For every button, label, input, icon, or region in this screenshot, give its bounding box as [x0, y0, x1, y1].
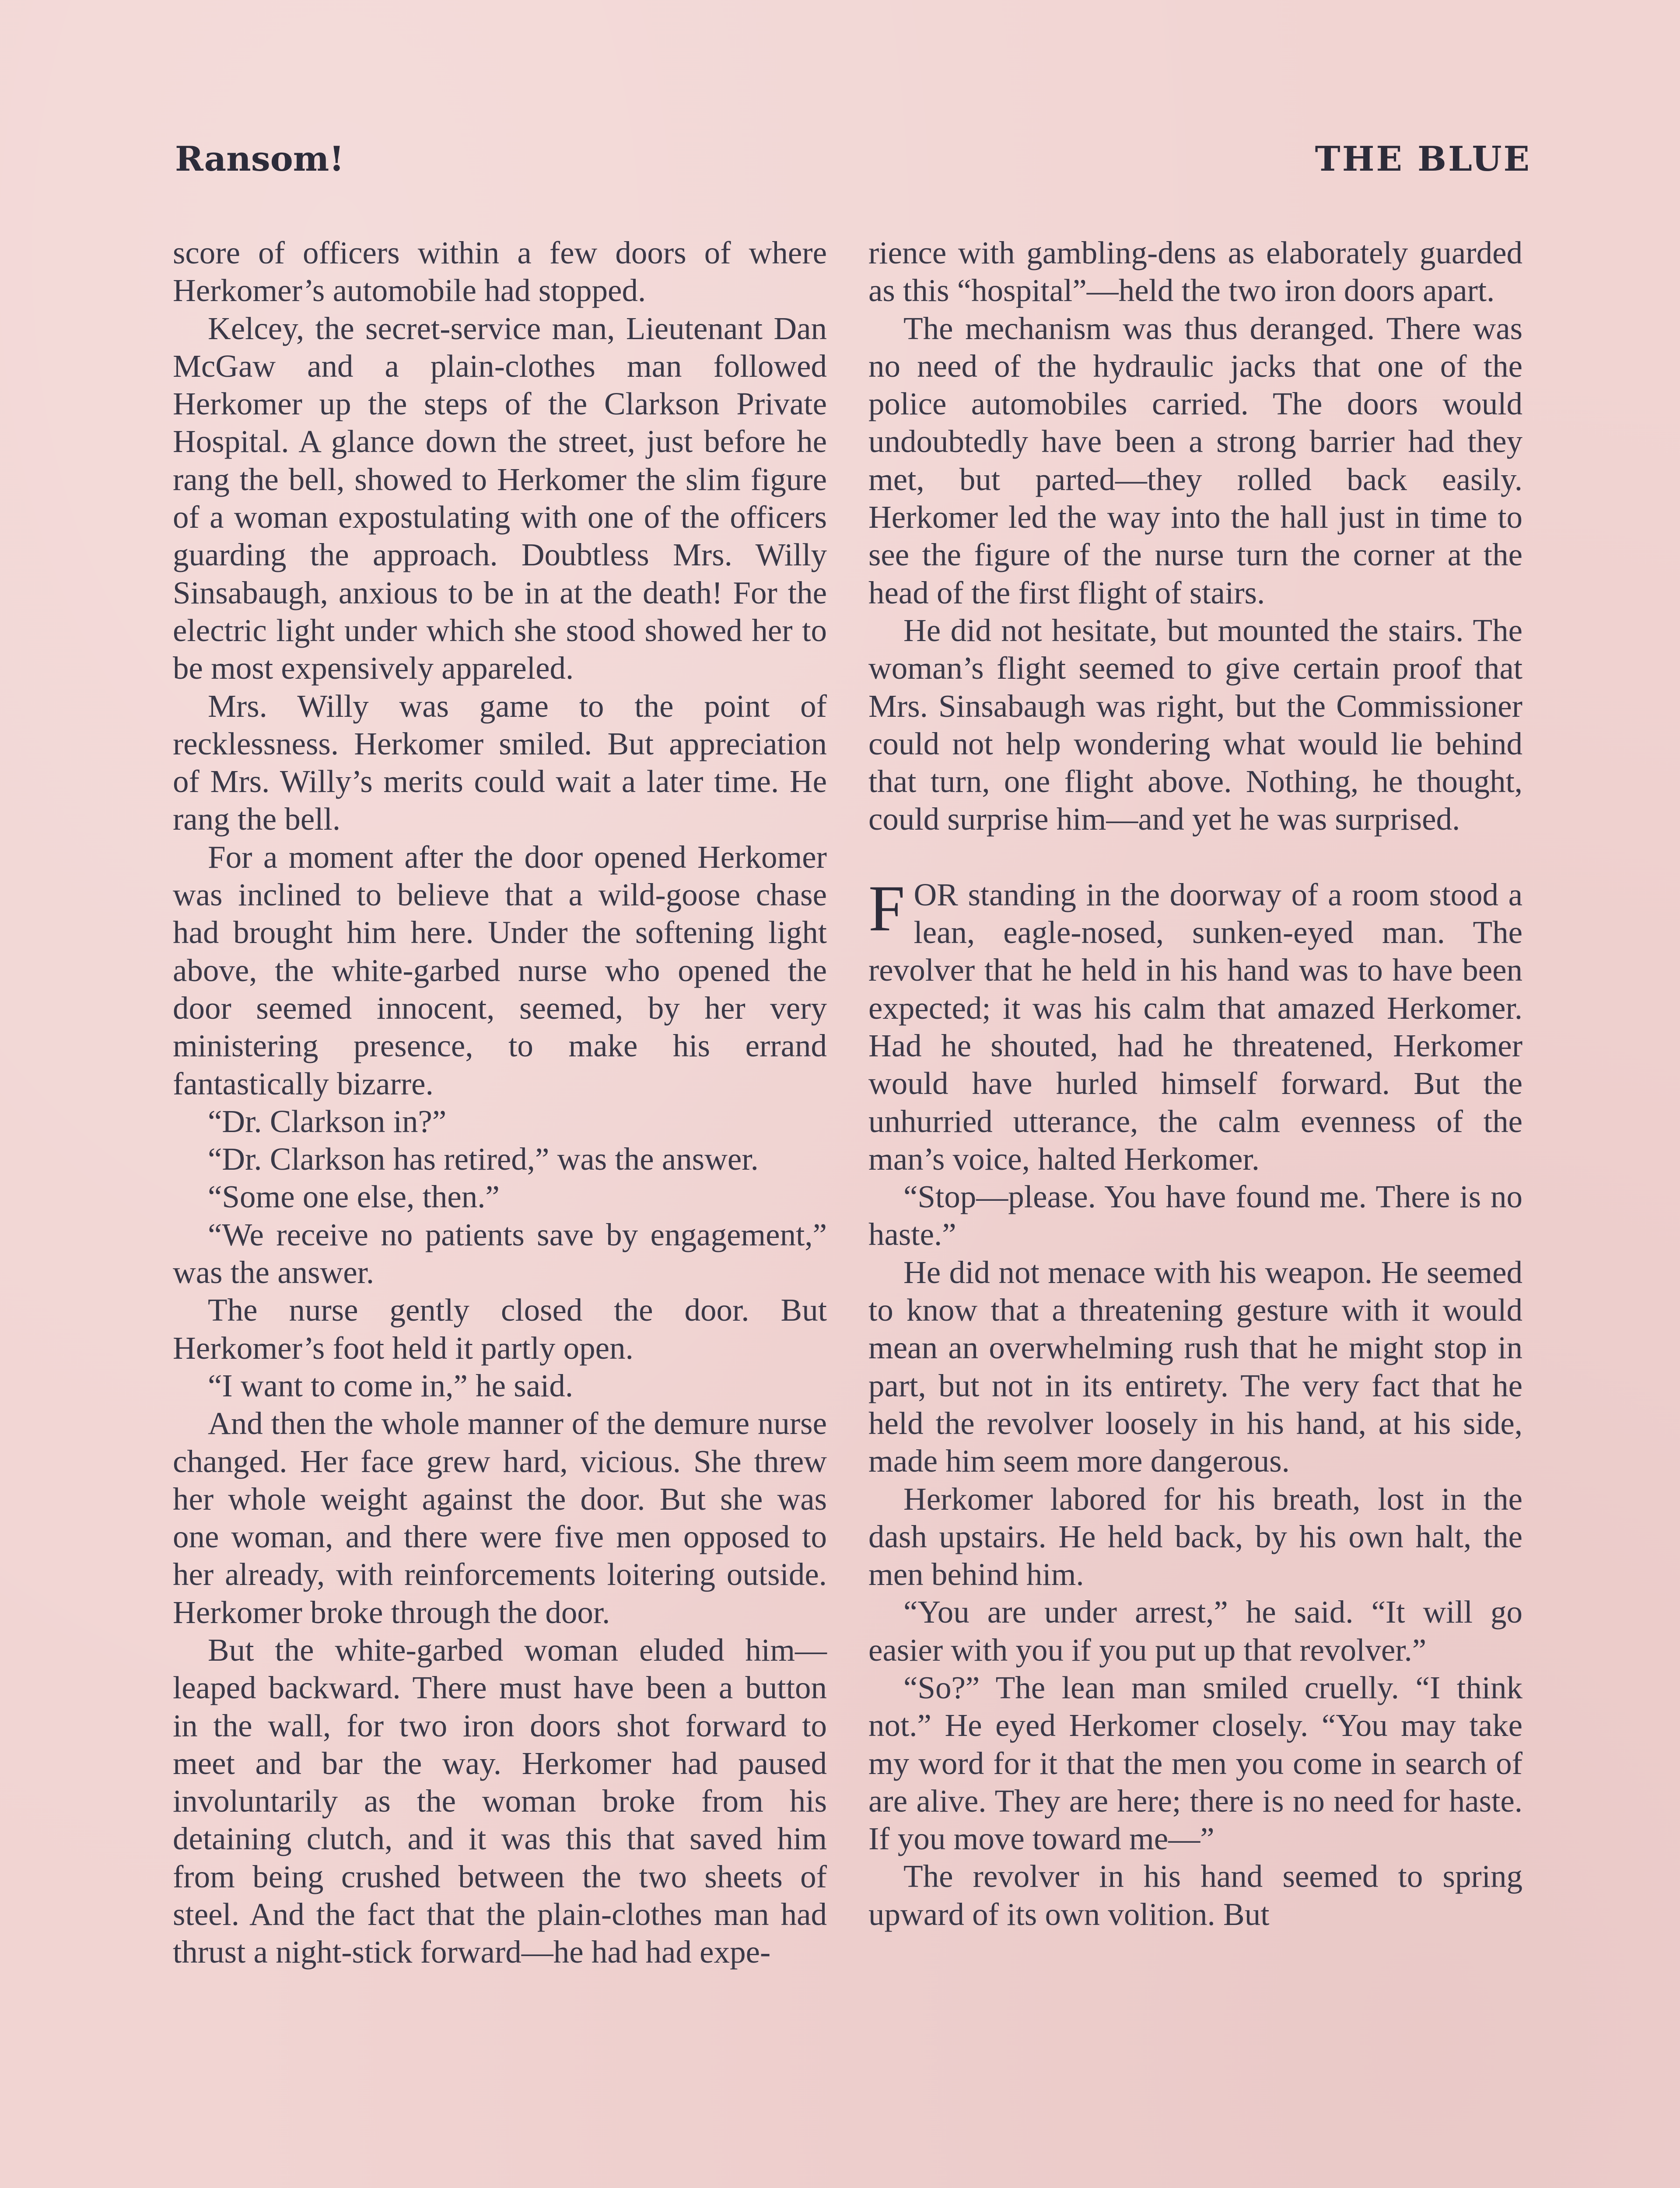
paragraph: rience with gambling-dens as elaborately guarded as this “hospital”—held the two iron doors apart.	[868, 235, 1522, 309]
paragraph: score of officers within a few doors of where Herkomer’s automobile had stopped.	[173, 235, 827, 309]
story-title: Ransom!	[175, 139, 344, 179]
paragraph: He did not hesitate, but mounted the stairs. The woman’s flight seemed to give certain proof that Mrs. Sinsabaugh was right, but the Commissioner could not help wondering what would lie behind that turn, one flight above. Nothing, he thought, could surprise him—and yet he was surprised.	[868, 612, 1522, 837]
paragraph: Herkomer labored for his breath, lost in the dash upstairs. He held back, by his own halt, the men behind him.	[868, 1481, 1522, 1592]
paragraph: “Dr. Clarkson has retired,” was the answer.	[208, 1141, 759, 1177]
drop-cap-letter: F	[868, 872, 905, 945]
right-column-bottom-section	[868, 1178, 1522, 1933]
paragraph: “Some one else, then.”	[208, 1179, 500, 1215]
paragraph: “I want to come in,” he said.	[208, 1368, 574, 1403]
paragraph: He did not menace with his weapon. He seemed to know that a threatening gesture with it would mean an overwhelming rush that he might stop in part, but not in its entirety. The very fact that he held the revolver loosely in his hand, at his side, made him seem more dangerous.	[868, 1254, 1522, 1479]
paragraph: The revolver in his hand seemed to spring upward of its own volition. But	[868, 1858, 1522, 1932]
magazine-title: THE BLUE	[1315, 139, 1531, 179]
section-break	[868, 838, 1522, 876]
left-text-column	[173, 234, 827, 1971]
right-column-top-section	[868, 234, 1522, 838]
paragraph: The mechanism was thus deranged. There was no need of the hydraulic jacks that one of the police automobiles carried. The doors would undoubtedly have been a strong barrier had they met, but parted—they rolled back easily. Herkomer led the way into the hall just in time to see the figure of the nurse turn the corner at the head of the first flight of stairs.	[868, 310, 1522, 610]
dropcap-paragraph	[868, 872, 1522, 1178]
paragraph: And then the whole manner of the demure nurse changed. Her face grew hard, vicious. She threw her whole weight against the door. But she was one woman, and there were five men opposed to her already, with reinforcements loitering outside. Herkomer broke through the door.	[173, 1406, 827, 1630]
paragraph: Kelcey, the secret-service man, Lieutenant Dan McGaw and a plain-clothes man followed Herkomer up the steps of the Clarkson Private Hospital. A glance down the street, just before he rang the bell, showed to Herkomer the slim figure of a woman expostulating with one of the officers guarding the approach. Doubtless Mrs. Willy Sinsabaugh, anxious to be in at the death! For the electric light under which she stood showed her to be most expensively appareled.	[173, 310, 827, 686]
paragraph: “So?” The lean man smiled cruelly. “I think not.” He eyed Herkomer closely. “You may take my word for it that the men you come in search of are alive. They are here; there is no need for haste. If you move toward me—”	[868, 1669, 1522, 1857]
paragraph: Mrs. Willy was game to the point of recklessness. Herkomer smiled. But appreciation of Mrs. Willy’s merits could wait a later time. He rang the bell.	[173, 688, 827, 837]
right-text-column	[868, 234, 1522, 1933]
paragraph: “Stop—please. You have found me. There is no haste.”	[868, 1179, 1522, 1252]
running-header	[175, 139, 1531, 187]
paragraph: “You are under arrest,” he said. “It will go easier with you if you put up that revolver.”	[868, 1594, 1522, 1668]
paragraph: “Dr. Clarkson in?”	[208, 1103, 447, 1139]
paragraph: The nurse gently closed the door. But Herkomer’s foot held it partly open.	[173, 1292, 827, 1366]
dropcap-paragraph-text: OR standing in the doorway of a room stood a lean, eagle-nosed, sunken-eyed man. The revolver that he held in his hand was to have been expected; it was his calm that amazed Herkomer. Had he shouted, had he threatened, Herkomer would have hurled himself forward. But the unhurried utterance, the calm evenness of the man’s voice, halted Herkomer.	[868, 877, 1522, 1177]
paragraph: But the white-garbed woman eluded him—leaped backward. There must have been a button in the wall, for two iron doors shot forward to meet and bar the way. Herkomer had paused involuntarily as the woman broke from his detaining clutch, and it was this that saved him from being crushed between the two sheets of steel. And the fact that the plain-clothes man had thrust a night-stick forward—he had had expe-	[173, 1632, 827, 1970]
paragraph: For a moment after the door opened Herkomer was inclined to believe that a wild-goose chase had brought him here. Under the softening light above, the white-garbed nurse who opened the door seemed innocent, seemed, by her very ministering presence, to make his errand fantastically bizarre.	[173, 839, 827, 1101]
paragraph: “We receive no patients save by engagement,” was the answer.	[173, 1217, 827, 1290]
